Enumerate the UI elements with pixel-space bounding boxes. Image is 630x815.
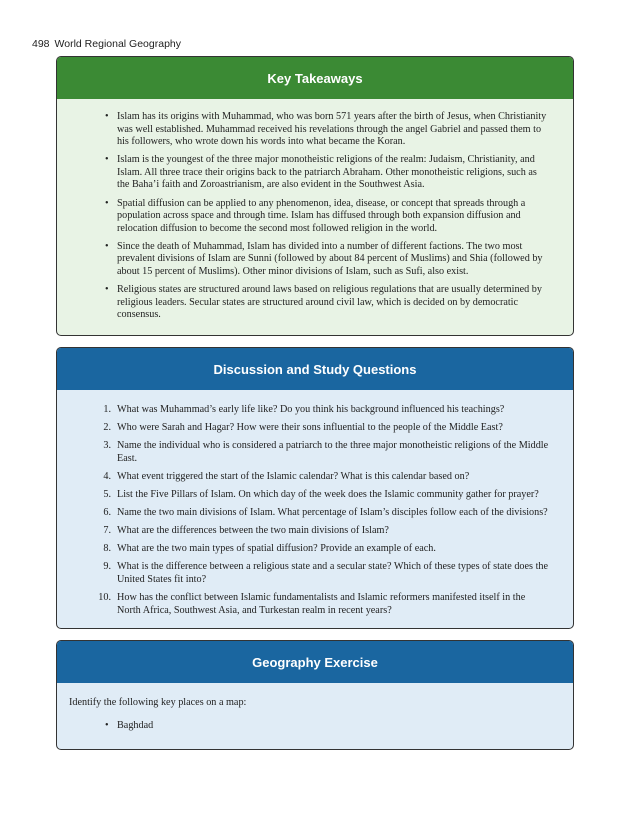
running-head [32, 38, 181, 50]
list-item: 10. How has the conflict between Islamic fundamentalists and Islamic reformers manifested itself in the North Africa, Southwest Asia, and Turkestan realm in recent years? [98, 592, 526, 616]
list-item: 1. What was Muhammad’s early life like? Do you think his background influenced his teachings? [103, 404, 505, 415]
list-item: 3. Name the individual who is considered a patriarch to the three major monotheistic religions of the Middle East. [103, 440, 549, 464]
list-item: • Since the death of Muhammad, Islam has divided into a number of different factions. The two most prevalent divisions of Islam are Sunni (followed by about 84 percent of Muslims) and Shia (followed by about 15 percent of Muslims). Other minor divisions of Islam, such as Sufi, also exist. [117, 241, 551, 279]
list-item: • Baghdad [117, 720, 551, 733]
discussion-box [56, 347, 574, 629]
list-item: • Spatial diffusion can be applied to any phenomenon, idea, disease, or concept that spreads through a population across space and through time. Islam has diffused through both expansion diffusion and relocation diffusion to become the second most followed religion in the world. [117, 198, 551, 236]
list-item: • Islam has its origins with Muhammad, who was born 571 years after the birth of Jesus, when Christianity was well established. Muhammad received his revelations through the angel Gabriel and passed them to his followers, who wrote down his words into what became the Koran. [117, 111, 551, 149]
list-item: 5. List the Five Pillars of Islam. On which day of the week does the Islamic community gather for prayer? [103, 488, 539, 500]
page-number: 498 [32, 38, 50, 50]
exercise-box [56, 640, 574, 750]
list-item: 6. Name the two main divisions of Islam. What percentage of Islam’s disciples follow each of the divisions? [103, 507, 548, 519]
list-item: 2. Who were Sarah and Hagar? How were their sons influential to the people of the Middle East? [103, 422, 503, 434]
book-title: World Regional Geography [54, 38, 181, 50]
key-takeaways-list [69, 111, 551, 322]
exercise-intro: Identify the following key places on a map: [69, 697, 247, 708]
key-takeaways-box [56, 56, 574, 336]
list-item: 7. What are the differences between the two main divisions of Islam? [103, 525, 389, 537]
exercise-title: Geography Exercise [57, 641, 573, 683]
discussion-list [69, 404, 551, 617]
discussion-title: Discussion and Study Questions [57, 348, 573, 390]
list-item: 9. What is the difference between a religious state and a secular state? Which of these types of state does the United States fit into? [103, 561, 549, 585]
exercise-list [69, 720, 551, 733]
key-takeaways-title: Key Takeaways [57, 57, 573, 99]
list-item: 8. What are the two main types of spatial diffusion? Provide an example of each. [103, 543, 436, 555]
list-item: • Islam is the youngest of the three major monotheistic religions of the realm: Judaism, Christianity, and Islam. All three trace their origins back to the patriarch Abraham. Other monotheistic religions, such as the Baha’i faith and Zoroastrianism, are also evident in the Southwest Asia. [117, 154, 551, 192]
list-item: • Religious states are structured around laws based on religious regulations that are usually determined by religious leaders. Secular states are structured around civil law, which is decided on by democratic consensus. [117, 284, 551, 322]
list-item: 4. What event triggered the start of the Islamic calendar? What is this calendar based on? [103, 470, 470, 482]
